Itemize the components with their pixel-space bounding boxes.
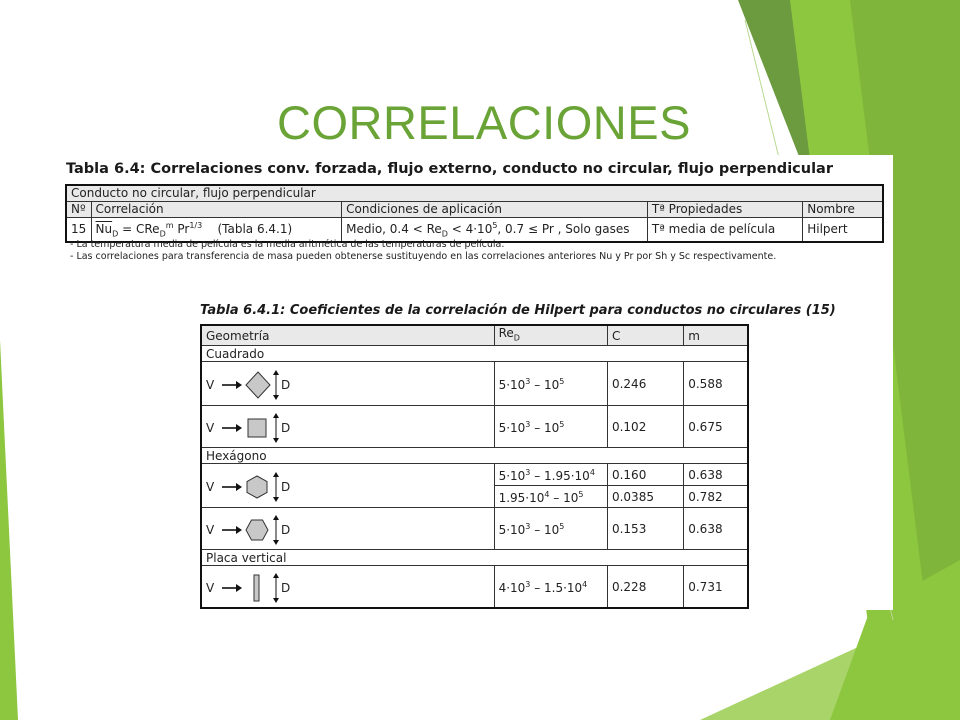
table2-caption: Tabla 6.4.1: Coeficientes de la correlación de Hilpert para conductos no circulares (15) [200, 303, 836, 318]
re-cell [494, 566, 607, 608]
table1-notes [70, 239, 776, 263]
v-label: V [206, 479, 215, 494]
re-a: 1.95·10 [498, 491, 545, 506]
conditions-a: Medio, 0.4 < Re [346, 222, 442, 236]
table1-caption: Tabla 6.4: Correlaciones conv. forzada, flujo externo, conducto no circular, flujo perpendicular [66, 161, 833, 177]
geometry-cell [201, 406, 494, 448]
group-row-vertical-plate [201, 550, 748, 566]
m-cell: 0.731 [684, 566, 748, 608]
d-label: D [281, 479, 291, 494]
geometry-cell [201, 566, 494, 608]
re-cell [494, 362, 607, 406]
formula-re-exp: m [165, 221, 174, 230]
formula-re-sub: D [159, 229, 166, 239]
conditions-exp: 5 [492, 221, 498, 230]
re-b: – 10 [530, 421, 560, 436]
col-header-re [494, 325, 607, 346]
col-header-geometry: Geometría [201, 325, 494, 346]
v-label: V [206, 580, 215, 595]
re-label: Re [498, 326, 514, 340]
formula-body: = CRe [118, 222, 160, 236]
re-a: 5·10 [498, 421, 526, 436]
v-label: V [206, 377, 215, 392]
d-label: D [281, 522, 291, 537]
re-b-exp: 4 [582, 580, 588, 590]
c-cell: 0.153 [607, 508, 683, 550]
formula-ref: (Tabla 6.4.1) [217, 222, 293, 236]
vertical-plate-shape-icon [202, 567, 322, 607]
hexagon-vertex-shape-icon [202, 466, 322, 506]
slide-title: CORRELACIONES [277, 96, 691, 149]
conditions-sub: D [441, 229, 448, 239]
re-cell [494, 464, 607, 486]
re-cell [494, 486, 607, 508]
c-cell: 0.160 [607, 464, 683, 486]
m-cell: 0.675 [684, 406, 748, 448]
re-b-exp: 4 [589, 468, 595, 478]
hilpert-coefficients-table [200, 324, 749, 609]
re-b: – 1.5·10 [530, 581, 583, 596]
re-b: – 10 [549, 491, 579, 506]
v-label: V [206, 420, 215, 435]
re-b: – 1.95·10 [530, 469, 590, 484]
table-row [201, 362, 748, 406]
group-row-square [201, 346, 748, 362]
c-cell: 0.246 [607, 362, 683, 406]
re-a-exp: 4 [544, 490, 550, 500]
d-label: D [281, 420, 291, 435]
re-cell [494, 406, 607, 448]
note-line: - Las correlaciones para transferencia de masa pueden obtenerse sustituyendo en las correlaciones anteriores Nu y Pr por Sh y Sc respectivamente. [70, 251, 777, 262]
re-b-exp: 5 [559, 377, 565, 387]
left-green-stripe [0, 340, 18, 720]
row-name: Hilpert [803, 218, 883, 243]
d-label: D [281, 580, 291, 595]
col-header-correlation: Correlación [91, 202, 342, 218]
d-label: D [281, 377, 291, 392]
formula-nu-sub: D [112, 229, 119, 239]
square-shape-icon [202, 407, 322, 447]
col-header-name: Nombre [803, 202, 883, 218]
re-sub: D [513, 333, 520, 343]
correlations-table [65, 184, 884, 243]
re-b-exp: 5 [559, 522, 565, 532]
re-a-exp: 3 [525, 580, 531, 590]
group-label-hexagon: Hexágono [201, 448, 748, 464]
m-cell: 0.782 [684, 486, 748, 508]
conditions-tail: , 0.7 ≤ Pr , Solo gases [497, 222, 630, 236]
table-row [201, 406, 748, 448]
table1-header-row [66, 202, 883, 218]
m-cell: 0.588 [684, 362, 748, 406]
re-b-exp: 5 [559, 420, 565, 430]
row-num: 15 [66, 218, 91, 243]
geometry-cell [201, 508, 494, 550]
re-b-exp: 5 [578, 490, 584, 500]
diamond-shape-icon [202, 364, 322, 404]
geometry-cell [201, 362, 494, 406]
re-b: – 10 [530, 378, 560, 393]
col-header-c: C [607, 325, 683, 346]
group-row-hexagon [201, 448, 748, 464]
hexagon-face-shape-icon [202, 509, 322, 549]
re-a-exp: 3 [525, 420, 531, 430]
table-row [201, 508, 748, 550]
table2-header-row [201, 325, 748, 346]
c-cell: 0.0385 [607, 486, 683, 508]
re-a: 4·10 [498, 581, 526, 596]
geometry-cell [201, 464, 494, 508]
col-header-conditions: Condiciones de aplicación [342, 202, 648, 218]
re-a-exp: 3 [525, 468, 531, 478]
conditions-b: < 4·10 [447, 222, 493, 236]
group-label-vertical-plate: Placa vertical [201, 550, 748, 566]
note-line: - La temperatura media de película es la media aritmética de las temperaturas de película. [70, 239, 505, 250]
formula-nu: $\overline{Nu}$ [95, 222, 113, 236]
m-cell: 0.638 [684, 508, 748, 550]
table-row [201, 464, 748, 486]
col-header-num: Nº [66, 202, 91, 218]
table1-group-header: Conducto no circular, flujo perpendicular [66, 185, 883, 202]
re-cell [494, 508, 607, 550]
table-row [201, 566, 748, 608]
table1-group-header-row [66, 185, 883, 202]
col-header-properties: Tª Propiedades [647, 202, 802, 218]
re-a: 5·10 [498, 523, 526, 538]
tables-image [62, 155, 893, 610]
c-cell: 0.228 [607, 566, 683, 608]
formula-pr-exp: 1/3 [189, 221, 203, 230]
formula-pr: Pr [173, 222, 190, 236]
re-a: 5·10 [498, 378, 526, 393]
re-a-exp: 3 [525, 377, 531, 387]
m-cell: 0.638 [684, 464, 748, 486]
re-a-exp: 3 [525, 522, 531, 532]
re-b: – 10 [530, 523, 560, 538]
v-label: V [206, 522, 215, 537]
group-label-square: Cuadrado [201, 346, 748, 362]
col-header-m: m [684, 325, 748, 346]
c-cell: 0.102 [607, 406, 683, 448]
re-a: 5·10 [498, 469, 526, 484]
row-tprop: Tª media de película [647, 218, 802, 243]
